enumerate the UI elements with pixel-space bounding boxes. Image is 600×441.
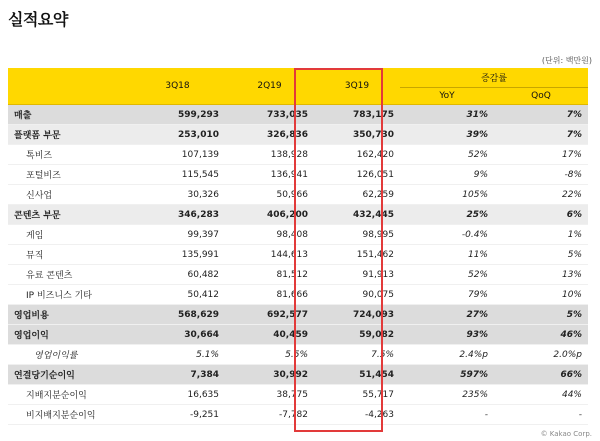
header-row	[8, 68, 588, 88]
value-3q18: 30,664	[130, 325, 225, 345]
value-qoq: 66%	[494, 365, 588, 385]
value-qoq: 7%	[494, 125, 588, 145]
value-3q18: 50,412	[130, 285, 225, 305]
value-3q18: 346,283	[130, 205, 225, 225]
value-qoq: 1%	[494, 225, 588, 245]
value-3q19: -4,263	[314, 405, 400, 425]
value-3q19: 91,913	[314, 265, 400, 285]
table-row	[8, 165, 588, 185]
earnings-summary-table	[8, 68, 588, 425]
unit-note: (단위: 백만원)	[541, 56, 592, 65]
row-label: 신사업	[8, 185, 130, 205]
value-3q18: 7,384	[130, 365, 225, 385]
value-yoy: 9%	[400, 165, 494, 185]
value-2q19: 40,459	[225, 325, 314, 345]
value-3q19: 59,082	[314, 325, 400, 345]
value-qoq: 5%	[494, 305, 588, 325]
value-qoq: 44%	[494, 385, 588, 405]
value-3q19: 51,454	[314, 365, 400, 385]
value-3q18: 115,545	[130, 165, 225, 185]
value-2q19: 326,836	[225, 125, 314, 145]
value-yoy: -0.4%	[400, 225, 494, 245]
value-qoq: 13%	[494, 265, 588, 285]
value-yoy: 597%	[400, 365, 494, 385]
value-yoy: 79%	[400, 285, 494, 305]
value-qoq: 17%	[494, 145, 588, 165]
value-yoy: 39%	[400, 125, 494, 145]
page-title: 실적요약	[8, 10, 68, 29]
value-3q19: 126,051	[314, 165, 400, 185]
value-yoy: 52%	[400, 145, 494, 165]
value-yoy: 93%	[400, 325, 494, 345]
copyright-note: © Kakao Corp.	[540, 430, 592, 438]
value-3q18: 60,482	[130, 265, 225, 285]
value-3q18: 135,991	[130, 245, 225, 265]
value-3q19: 724,093	[314, 305, 400, 325]
value-qoq: 10%	[494, 285, 588, 305]
value-yoy: 2.4%p	[400, 345, 494, 365]
value-3q18: 107,139	[130, 145, 225, 165]
table-row	[8, 105, 588, 125]
value-3q18: 5.1%	[130, 345, 225, 365]
value-2q19: 138,928	[225, 145, 314, 165]
table-row	[8, 225, 588, 245]
row-label: 영업이익	[8, 325, 130, 345]
value-2q19: 38,775	[225, 385, 314, 405]
header-period-2q19: 2Q19	[225, 68, 314, 105]
row-label: 뮤직	[8, 245, 130, 265]
value-3q19: 350,730	[314, 125, 400, 145]
value-2q19: 733,035	[225, 105, 314, 125]
row-label: 영업이익률	[8, 345, 130, 365]
value-3q18: 253,010	[130, 125, 225, 145]
row-label: 연결당기순이익	[8, 365, 130, 385]
table-row	[8, 405, 588, 425]
table-row	[8, 125, 588, 145]
value-yoy: 105%	[400, 185, 494, 205]
value-3q19: 783,175	[314, 105, 400, 125]
value-3q19: 162,420	[314, 145, 400, 165]
value-2q19: 406,200	[225, 205, 314, 225]
value-qoq: -	[494, 405, 588, 425]
value-yoy: 235%	[400, 385, 494, 405]
row-label: 게임	[8, 225, 130, 245]
table-row	[8, 385, 588, 405]
value-qoq: -8%	[494, 165, 588, 185]
value-3q19: 55,717	[314, 385, 400, 405]
value-qoq: 5%	[494, 245, 588, 265]
row-label: 지배지분순이익	[8, 385, 130, 405]
table-row	[8, 265, 588, 285]
value-2q19: 30,992	[225, 365, 314, 385]
value-qoq: 7%	[494, 105, 588, 125]
row-label: 콘텐츠 부문	[8, 205, 130, 225]
value-2q19: -7,782	[225, 405, 314, 425]
header-yoy: YoY	[400, 88, 494, 105]
row-label: IP 비즈니스 기타	[8, 285, 130, 305]
value-2q19: 98,408	[225, 225, 314, 245]
table-row	[8, 145, 588, 165]
table-row	[8, 285, 588, 305]
value-3q19: 90,075	[314, 285, 400, 305]
row-label: 포털비즈	[8, 165, 130, 185]
row-label: 플랫폼 부문	[8, 125, 130, 145]
value-3q19: 62,259	[314, 185, 400, 205]
value-yoy: 27%	[400, 305, 494, 325]
value-3q19: 432,445	[314, 205, 400, 225]
row-label: 유료 콘텐츠	[8, 265, 130, 285]
table-row	[8, 345, 588, 365]
value-2q19: 50,966	[225, 185, 314, 205]
value-3q18: 568,629	[130, 305, 225, 325]
table-row	[8, 205, 588, 225]
row-label: 톡비즈	[8, 145, 130, 165]
header-period-3q18: 3Q18	[130, 68, 225, 105]
value-yoy: 11%	[400, 245, 494, 265]
table-row	[8, 365, 588, 385]
value-2q19: 5.5%	[225, 345, 314, 365]
value-yoy: 52%	[400, 265, 494, 285]
value-3q19: 151,462	[314, 245, 400, 265]
value-2q19: 144,613	[225, 245, 314, 265]
value-3q19: 7.5%	[314, 345, 400, 365]
table-row	[8, 325, 588, 345]
value-qoq: 6%	[494, 205, 588, 225]
header-period-3q19: 3Q19	[314, 68, 400, 105]
value-2q19: 136,941	[225, 165, 314, 185]
row-label: 매출	[8, 105, 130, 125]
table-row	[8, 305, 588, 325]
table-row	[8, 245, 588, 265]
header-blank	[8, 68, 130, 105]
value-2q19: 692,577	[225, 305, 314, 325]
value-qoq: 46%	[494, 325, 588, 345]
value-3q18: -9,251	[130, 405, 225, 425]
value-qoq: 22%	[494, 185, 588, 205]
value-qoq: 2.0%p	[494, 345, 588, 365]
value-2q19: 81,666	[225, 285, 314, 305]
value-3q18: 16,635	[130, 385, 225, 405]
table-row	[8, 185, 588, 205]
value-yoy: 25%	[400, 205, 494, 225]
row-label: 비지배지분순이익	[8, 405, 130, 425]
row-label: 영업비용	[8, 305, 130, 325]
value-yoy: 31%	[400, 105, 494, 125]
value-3q18: 599,293	[130, 105, 225, 125]
value-yoy: -	[400, 405, 494, 425]
value-3q18: 99,397	[130, 225, 225, 245]
value-3q19: 98,995	[314, 225, 400, 245]
header-qoq: QoQ	[494, 88, 588, 105]
value-2q19: 81,512	[225, 265, 314, 285]
value-3q18: 30,326	[130, 185, 225, 205]
header-change-group: 증감률	[400, 68, 588, 88]
